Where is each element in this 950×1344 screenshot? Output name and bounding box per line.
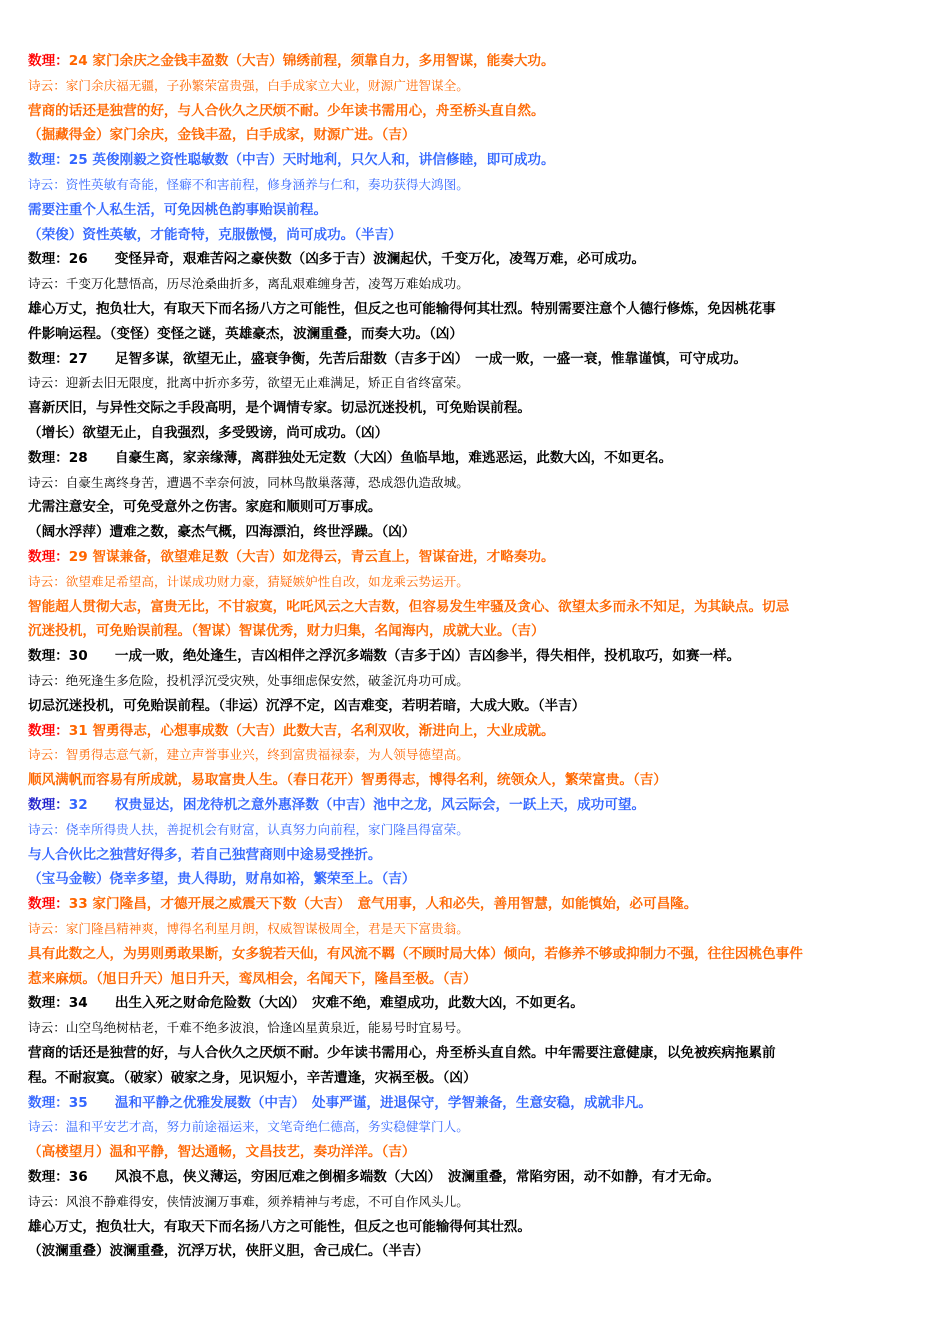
line-text: 35 温和平静之优雅发展数（中吉） 处事严谨，进退保守，学智兼备，生意安稳，成就非凡。 — [68, 1094, 652, 1111]
line-text: 24 家门余庆之金钱丰盈数（大吉）锦绣前程，须靠自力，多用智谋，能奏大功。 — [68, 53, 555, 69]
line-text: 31 智勇得志，心想事成数（大吉）此数大吉，名利双收，渐进向上，大业成就。 — [68, 722, 555, 739]
line-text: 诗云：迎新去旧无限度，批离中折亦多劳，欲望无止难满足，矫正自省终富荣。 — [28, 375, 469, 391]
section-heading — [28, 149, 555, 171]
number-label: 数理： — [28, 152, 69, 169]
line-text: 雄心万丈，抱负壮大，有取天下而名扬八方之可能性，但反之也可能输得何其壮烈。 — [28, 1218, 531, 1235]
number-label: 数理： — [28, 995, 69, 1012]
number-label: 数理： — [28, 251, 69, 268]
line-text: 智能超人贯彻大志，富贵无比，不甘寂寞，叱吒风云之大吉数，但容易发生牢骚及贪心、欲望太多而永不知足，为其缺点。切忌 — [28, 598, 790, 615]
text-line — [28, 521, 415, 543]
poem-line — [28, 75, 469, 97]
line-text: 沉迷投机，可免贻误前程。（智谋）智谋优秀，财力归集，名闻海内，成就大业。（吉） — [28, 623, 545, 640]
line-text: 25 英俊刚毅之资性聪敏数（中吉）天时地利，只欠人和，讲信修睦，即可成功。 — [68, 152, 555, 169]
line-text: 33 家门隆昌，才德开展之威震天下数（大吉） 意气用事，人和必失，善用智慧，如能慎始，必可昌隆。 — [68, 896, 698, 913]
line-text: 程。不耐寂寞。（破家）破家之身，见识短小，辛苦遭逢，灾祸至极。（凶） — [28, 1069, 477, 1086]
poem-line — [28, 670, 469, 692]
text-line — [28, 1240, 429, 1262]
line-text: 27 足智多谋，欲望无止，盛衰争衡，先苦后甜数（吉多于凶） 一成一败，一盛一衰，惟靠谨慎，可守成功。 — [68, 350, 747, 367]
poem-line — [28, 174, 469, 196]
number-label: 数理： — [28, 1169, 69, 1185]
line-text: （荣俊）资性英敏，才能奇特，克服傲慢，尚可成功。（半吉） — [28, 226, 402, 243]
section-heading — [28, 50, 555, 72]
section-heading — [28, 348, 747, 370]
line-text: 诗云：智勇得志意气新，建立声誉事业兴，终到富贵福禄泰，为人领导德望高。 — [28, 747, 469, 763]
number-label: 数理： — [28, 350, 69, 367]
line-text: （高楼望月）温和平静，智达通畅，文昌技艺，奏功洋洋。（吉） — [28, 1144, 416, 1161]
text-line — [28, 323, 463, 345]
poem-line — [28, 1116, 469, 1138]
line-text: 诗云：绝死逢生多危险，投机浮沉受灾殃，处事细虑保安然，破釜沉舟功可成。 — [28, 673, 469, 688]
text-line — [28, 968, 477, 990]
line-text: 诗云：温和平安艺才高，努力前途福运来，文笔奇绝仁德高，务实稳健掌门人。 — [28, 1119, 469, 1135]
poem-line — [28, 273, 469, 295]
text-line — [28, 298, 776, 320]
line-text: 26 变怪异奇，艰难苦闷之豪侠数（凶多于吉）波澜起伏，千变万化，凌驾万难，必可成功。 — [68, 251, 646, 268]
text-line — [28, 397, 531, 419]
line-text: 诗云：欲望难足希望高，计谋成功财力豪，猜疑嫉妒性自改，如龙乘云势运开。 — [28, 573, 469, 589]
line-text: （掘藏得金）家门余庆，金钱丰盈，白手成家，财源广进。（吉） — [28, 127, 416, 144]
line-text: （宝马金鞍）侥幸多望，贵人得助，财帛如裕，繁荣至上。（吉） — [28, 871, 416, 888]
text-line — [28, 620, 545, 642]
section-heading — [28, 893, 697, 915]
line-text: 诗云：侥幸所得贵人扶，善捉机会有财富，认真努力向前程，家门隆昌得富荣。 — [28, 821, 469, 837]
line-text: 30 一成一败，绝处逢生，吉凶相伴之浮沉多端数（吉多于凶）吉凶参半，得失相伴，投机取巧，如赛一样。 — [68, 648, 741, 665]
text-line — [28, 1042, 776, 1064]
text-line — [28, 1216, 531, 1238]
text-line — [28, 124, 415, 146]
line-text: 需要注重个人私生活，可免因桃色韵事贻误前程。 — [28, 201, 328, 218]
number-label: 数理： — [28, 896, 69, 913]
poem-line — [28, 744, 469, 766]
line-text: 顺风满帆而容易有所成就，易取富贵人生。（春日花开）智勇得志，博得名利，统领众人，繁荣富贵。（吉） — [28, 772, 667, 789]
poem-line — [28, 819, 469, 841]
line-text: 切忌沉迷投机，可免贻误前程。（非运）沉浮不定，凶吉难变，若明若暗，大成大败。（半吉） — [28, 697, 586, 714]
line-text: 诗云：自豪生离终身苦，遭遇不幸奈何波，同林鸟散巢落薄，恐成怨仇造敌城。 — [28, 474, 469, 490]
line-text: （波澜重叠）波澜重叠，沉浮万状，侠肝义胆，舍己成仁。（半吉） — [28, 1243, 430, 1260]
text-line — [28, 422, 388, 444]
line-text: 36 风浪不息，侠义薄运，穷困厄难之倒楣多端数（大凶） 波澜重叠，常陷穷困，动不如静，有才无命。 — [68, 1169, 720, 1185]
text-line — [28, 1141, 415, 1163]
line-text: 件影响运程。（变怪）变怪之谜，英雄豪杰，波澜重叠，而奏大功。（凶） — [28, 325, 463, 342]
text-line — [28, 1067, 477, 1089]
text-line — [28, 868, 415, 890]
number-label: 数理： — [28, 797, 69, 813]
text-line — [28, 695, 585, 717]
text-line — [28, 769, 667, 791]
poem-line — [28, 1191, 469, 1213]
poem-line — [28, 918, 469, 940]
number-label: 数理： — [28, 549, 69, 565]
line-text: （增长）欲望无止，自我强烈，多受毁谤，尚可成功。（凶） — [28, 425, 389, 441]
number-label: 数理： — [28, 1094, 69, 1111]
section-heading — [28, 992, 584, 1014]
number-label: 数理： — [28, 648, 69, 665]
line-text: 营商的话还是独营的好，与人合伙久之厌烦不耐。少年读书需用心，舟至桥头直自然。 — [28, 102, 545, 119]
section-heading — [28, 794, 645, 816]
line-text: 诗云：山空鸟绝树枯老，千难不绝多波浪，恰逢凶星黄泉近，能易号时宜易号。 — [28, 1020, 469, 1036]
line-text: 34 出生入死之财命危险数（大凶） 灾难不绝，难望成功，此数大凶，不如更名。 — [68, 995, 584, 1012]
poem-line — [28, 1017, 469, 1039]
text-line — [28, 844, 381, 866]
section-heading — [28, 546, 555, 568]
section-heading — [28, 720, 555, 742]
line-text: 具有此数之人，为男则勇敢果断，女多貌若天仙，有风流不羁（不顾时局大体）倾向，若修养不够或抑制力不强，往往因桃色事件 — [28, 945, 803, 962]
number-label: 数理： — [28, 722, 69, 739]
line-text: 诗云：千变万化慧悟高，历尽沧桑曲折多，离乱艰难缠身苦，凌驾万难始成功。 — [28, 276, 469, 292]
line-text: 与人合伙比之独营好得多，若自己独营商则中途易受挫折。 — [28, 846, 382, 863]
line-text: 诗云：家门余庆福无疆，子孙繁荣富贵强，白手成家立大业，财源广进智谋全。 — [28, 77, 469, 93]
section-heading — [28, 1166, 720, 1188]
text-line — [28, 943, 803, 965]
line-text: 喜新厌旧，与异性交际之手段高明，是个调情专家。切忌沉迷投机，可免贻误前程。 — [28, 400, 531, 417]
section-heading — [28, 645, 740, 667]
text-line — [28, 224, 402, 246]
poem-line — [28, 372, 469, 394]
text-line — [28, 496, 381, 518]
line-text: 28 自豪生离，家亲缘薄，离群独处无定数（大凶）鱼临旱地，难逃恶运，此数大凶，不如更名。 — [68, 449, 673, 466]
line-text: （阔水浮萍）遭难之数，豪杰气概，四海漂泊，终世浮躁。（凶） — [28, 524, 416, 541]
section-heading — [28, 1092, 652, 1114]
section-heading — [28, 447, 672, 469]
line-text: 惹来麻烦。（旭日升天）旭日升天，鸾凤相会，名闻天下，隆昌至极。（吉） — [28, 970, 477, 987]
text-line — [28, 199, 327, 221]
section-heading — [28, 248, 645, 270]
number-label: 数理： — [28, 53, 69, 69]
poem-line — [28, 571, 469, 593]
text-line — [28, 596, 789, 618]
text-line — [28, 100, 545, 122]
line-text: 32 权贵显达，困龙待机之意外惠泽数（中吉）池中之龙，风云际会，一跃上天，成功可望。 — [68, 797, 646, 813]
line-text: 诗云：资性英敏有奇能，怪癖不和害前程，修身涵养与仁和，奏功获得大鸿图。 — [28, 177, 469, 192]
line-text: 诗云：风浪不静难得安，侠情波澜万事难，须养精神与考虑，不可自作风头儿。 — [28, 1193, 469, 1209]
line-text: 雄心万丈，抱负壮大，有取天下而名扬八方之可能性，但反之也可能输得何其壮烈。特别需要注意个人德行修炼，免因桃花事 — [28, 301, 776, 317]
number-label: 数理： — [28, 449, 69, 466]
line-text: 尤需注意安全，可免受意外之伤害。家庭和顺则可万事成。 — [28, 499, 382, 516]
poem-line — [28, 472, 469, 494]
line-text: 诗云：家门隆昌精神爽，博得名利星月朗，权威智谋极周全，君是天下富贵翁。 — [28, 921, 469, 936]
line-text: 29 智谋兼备，欲望难足数（大吉）如龙得云，青云直上，智谋奋进，才略奏功。 — [68, 549, 555, 565]
line-text: 营商的话还是独营的好，与人合伙久之厌烦不耐。少年读书需用心，舟至桥头直自然。中年需要注意健康，以免被疾病拖累前 — [28, 1045, 776, 1061]
